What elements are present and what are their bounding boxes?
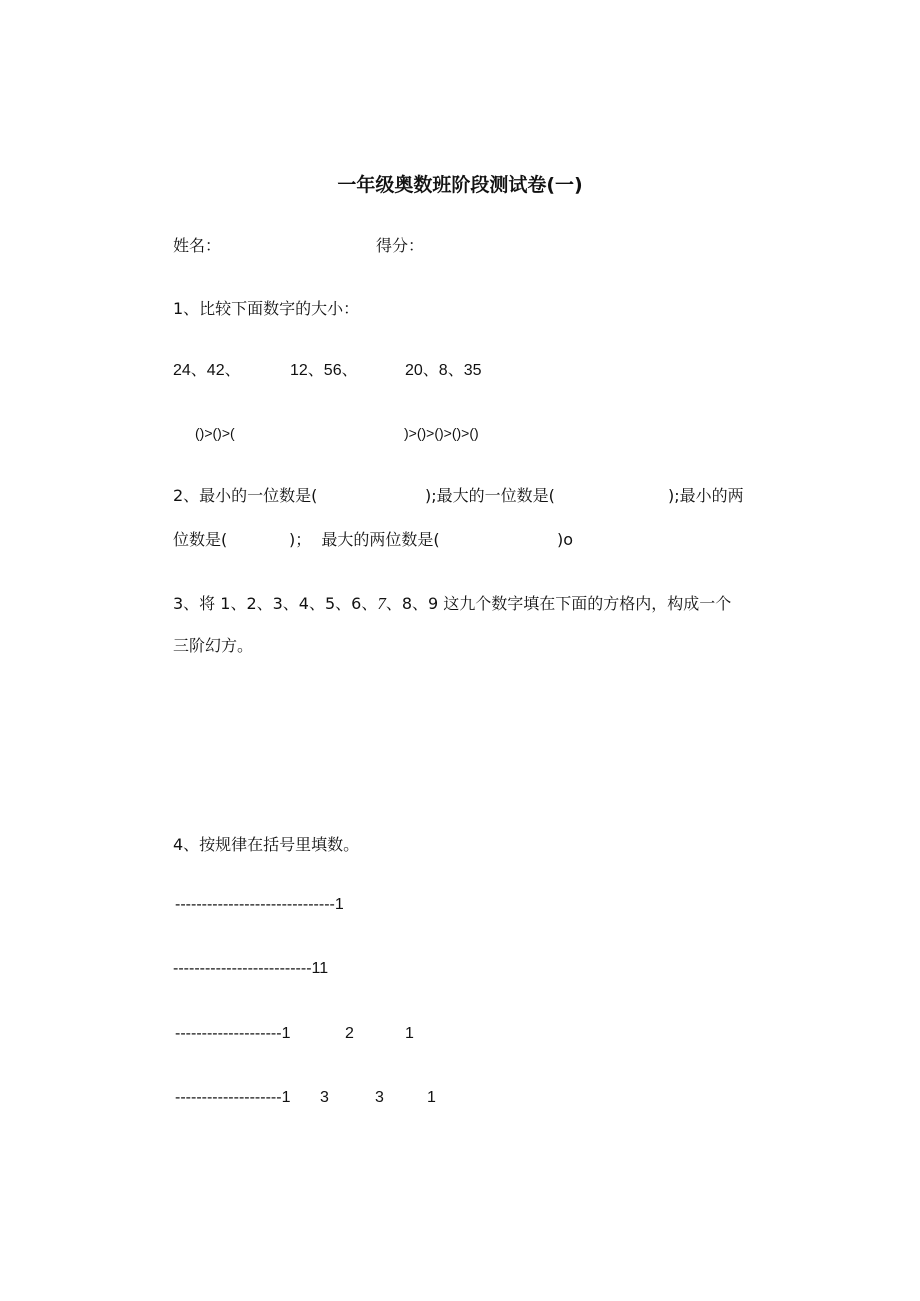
q4-row-1-num-1: 1 [334, 896, 344, 913]
q4-row-4-num-2: 3 [320, 1089, 329, 1106]
q4-row-3-dashes: -------------------- [175, 1025, 282, 1042]
q1-prompt: 1、比较下面数字的大小： [173, 299, 360, 318]
score-label: 得分： [376, 236, 425, 255]
q2-line1-part3: );最小的两 [668, 486, 744, 505]
page-title: 一年级奥数班阶段测试卷(一) [337, 174, 583, 196]
q2-line2-part3: )o [557, 530, 574, 549]
q3-line1-pre: 3、将 1、2、3、4、5、6、 [173, 594, 378, 613]
q4-row-4-num-4: 1 [427, 1089, 436, 1106]
q4-row-4-num-1: 1 [281, 1089, 291, 1106]
q3-line1-seven: 7 [377, 594, 386, 613]
q4-row-3 [175, 1026, 290, 1042]
q4-row-3-num-1: 1 [281, 1025, 291, 1042]
q1-answer-blanks-left: ()>()>( [195, 425, 235, 441]
name-label: 姓名： [173, 236, 222, 255]
q2-line2-part2: )； 最大的两位数是( [289, 530, 440, 549]
q3-line1-post: 、8、9 这九个数字填在下面的方格内，构成一个 [385, 594, 732, 613]
q4-row-2 [173, 961, 328, 977]
q2-line1-part1: 2、最小的一位数是( [173, 486, 318, 505]
q4-row-2-dashes: -------------------------- [173, 960, 312, 977]
q4-row-1 [175, 897, 344, 913]
q2-line1-part2: );最大的一位数是( [425, 486, 555, 505]
q1-number-group-3: 20、8、35 [405, 362, 482, 379]
q4-row-3-num-2: 2 [345, 1025, 354, 1042]
q4-row-4-dashes: -------------------- [175, 1089, 282, 1106]
q4-row-2-num-1: 11 [311, 960, 329, 977]
q1-answer-blanks-right: )>()>()>()>() [404, 425, 479, 441]
q1-number-group-2: 12、56、 [290, 362, 358, 379]
q4-row-1-dashes: ------------------------------ [175, 896, 335, 913]
q4-row-4 [175, 1090, 290, 1106]
q1-number-group-1: 24、42、 [173, 362, 241, 379]
q4-prompt: 4、按规律在括号里填数。 [173, 835, 360, 854]
q2-line2-part1: 位数是( [173, 530, 228, 549]
q3-line1 [173, 595, 731, 612]
q4-row-4-num-3: 3 [375, 1089, 384, 1106]
q3-line2: 三阶幻方。 [173, 636, 254, 655]
q4-row-3-num-3: 1 [405, 1025, 414, 1042]
